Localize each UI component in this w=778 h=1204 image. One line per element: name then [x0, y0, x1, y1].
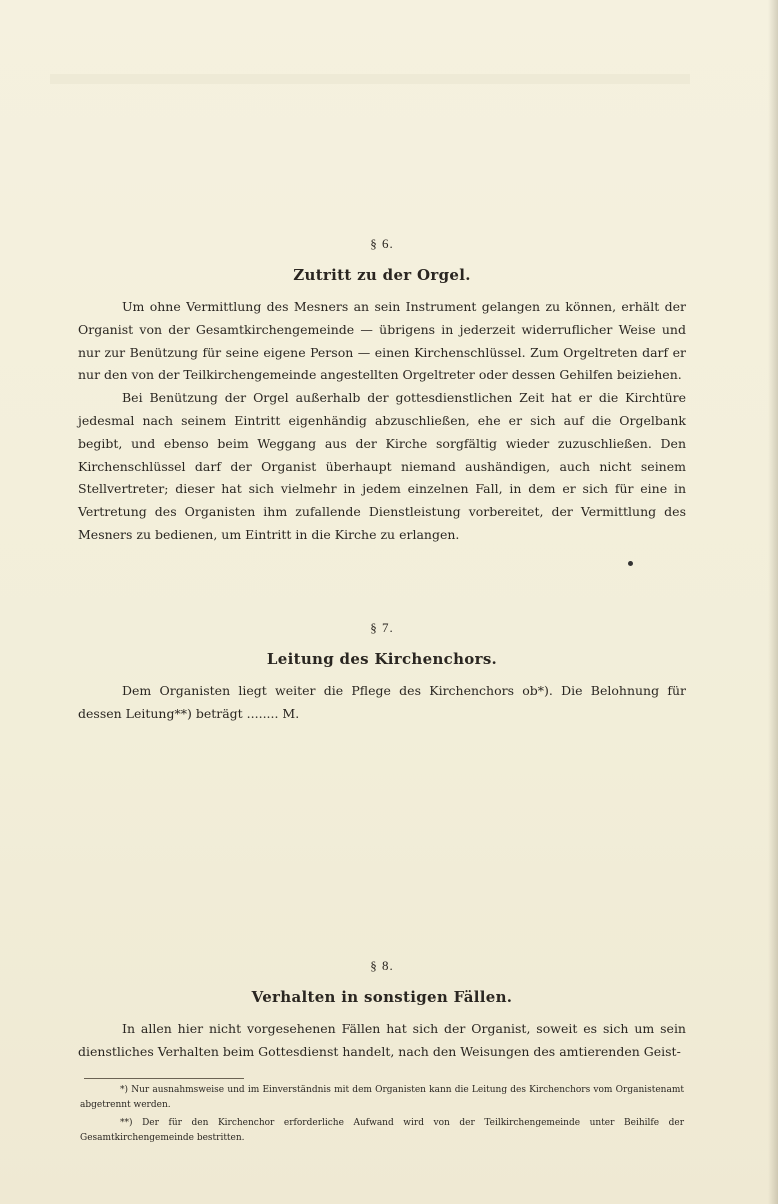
section-title: Leitung des Kirchenchors.: [266, 650, 498, 668]
footnote: *) Nur ausnahmsweise und im Einverständnis mit dem Organisten kann die Leitung des Kirchenchors vom Organistenamt abgetrennt werden.: [80, 1085, 684, 1110]
paragraph: Bei Benützung der Orgel außerhalb der gottesdienstlichen Zeit hat er die Kirchtüre jedesmal nach seinem Eintritt eigenhändig abzuschließen, ehe er sich auf die Orgelbank begibt, und ebenso beim Weggang aus der Kirche sorgfältig wieder zuzuschließen. Den Kirchenschlüssel darf der Organist überhaupt niemand aushändigen, auch nicht seinem Stellvertreter; dieser hat sich vielmehr in jedem einzelnen Fall, in dem er sich für eine in Vertretung des Organisten ihm zufallende Dienstleistung vorbereitet, der Vermittlung des Mesners zu bedienen, um Eintritt in die Kirche zu erlangen.: [78, 390, 686, 542]
section-title: Zutritt zu der Orgel.: [293, 266, 471, 284]
section-number: § 8.: [370, 958, 394, 973]
paragraph: Um ohne Vermittlung des Mesners an sein Instrument gelangen zu können, erhält der Organist von der Gesamtkirchengemeinde — übrigens in jederzeit widerruflicher Weise und nur zur Benützung für seine eigene Person — einen Kirchenschlüssel. Zum Orgeltreten darf er nur den von der Teilkirchengemeinde angestellten Orgeltreter oder dessen Gehilfen beiziehen.: [78, 299, 686, 383]
bleed-through-smudge: [50, 74, 690, 84]
section-number: § 7.: [370, 620, 394, 635]
ink-dot: [628, 561, 633, 566]
paragraph: Dem Organisten liegt weiter die Pflege des Kirchenchors ob*). Die Belohnung für dessen Leitung**) beträgt ........ M.: [78, 683, 686, 721]
section-title: Verhalten in sonstigen Fällen.: [251, 988, 513, 1006]
footnote: **) Der für den Kirchenchor erforderliche Aufwand wird von der Teilkirchengemeinde unter Beihilfe der Gesamtkirchengemeinde bestritten.: [80, 1118, 684, 1143]
footnotes: [80, 1083, 684, 1149]
paragraph: In allen hier nicht vorgesehenen Fällen hat sich der Organist, soweit es sich um sein dienstliches Verhalten beim Gottesdienst handelt, nach den Weisungen des amtierenden Geist-: [78, 1021, 686, 1059]
section-number: § 6.: [370, 236, 394, 251]
page-edge-shadow: [768, 0, 778, 1204]
section-7: [78, 620, 686, 726]
section-8: [78, 958, 686, 1064]
section-6: [78, 236, 686, 547]
footnote-rule: [84, 1078, 244, 1079]
